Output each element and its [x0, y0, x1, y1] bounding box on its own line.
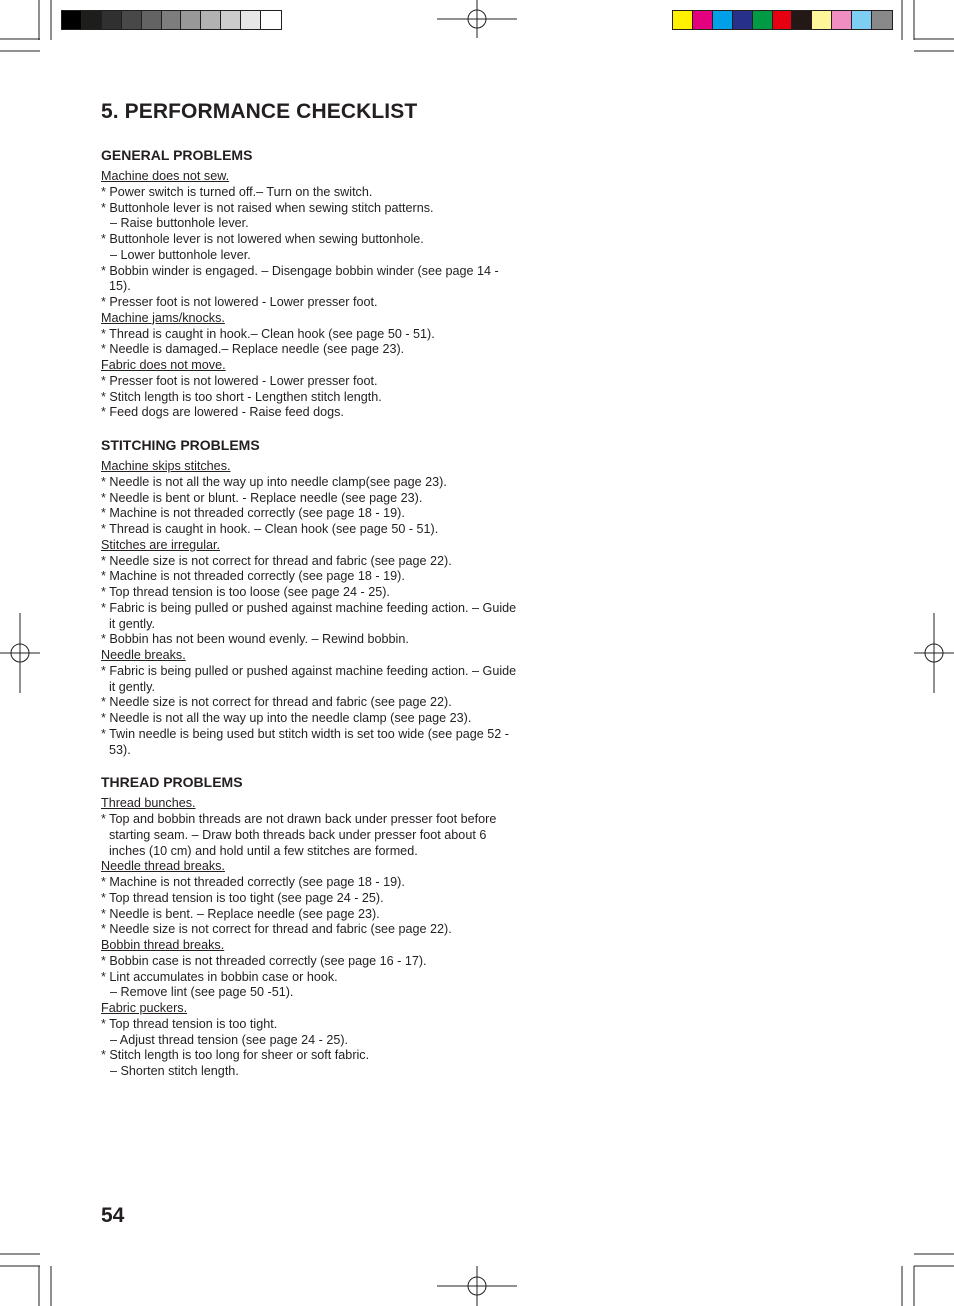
checklist-item: * Thread is caught in hook. – Clean hook (see page 50 - 51). [101, 522, 439, 536]
problem-subheading: Machine does not sew. [101, 169, 230, 183]
problem-subheading: Fabric does not move. [101, 358, 226, 372]
color-swatch [812, 11, 832, 29]
problem-subheading: Needle breaks. [101, 648, 186, 662]
checklist-item: * Buttonhole lever is not lowered when sewing buttonhole. [101, 232, 424, 246]
color-swatch [241, 11, 261, 29]
checklist-item: * Presser foot is not lowered - Lower presser foot. [101, 373, 378, 388]
section-heading: GENERAL PROBLEMS [101, 147, 253, 163]
color-swatch [832, 11, 852, 29]
checklist-item: * Fabric is being pulled or pushed against machine feeding action. – Guide it gently. [101, 663, 517, 694]
checklist-item: * Needle is not all the way up into the needle clamp (see page 23). [101, 711, 472, 725]
grayscale-calibration-bar [61, 10, 282, 30]
remedy-line: – Remove lint (see page 50 -51). [110, 985, 294, 1000]
checklist-item: * Top and bobbin threads are not drawn back under presser foot before starting seam. – Draw both threads back under presser foot about 6 inches (10 cm) and hold until a few stitches are formed. [101, 812, 497, 858]
checklist-item: * Bobbin winder is engaged. – Disengage bobbin winder (see page 14 - 15). [101, 263, 499, 294]
checklist-section [101, 437, 521, 758]
checklist-item: * Needle size is not correct for thread and fabric (see page 22). [101, 695, 452, 710]
checklist-item: * Power switch is turned off.– Turn on the switch. [101, 184, 373, 199]
color-swatch [872, 11, 892, 29]
checklist-item: * Stitch length is too long for sheer or soft fabric. [101, 1048, 370, 1063]
color-calibration-bar [672, 10, 893, 30]
color-swatch [62, 11, 82, 29]
checklist-item: * Top thread tension is too loose (see page 24 - 25). [101, 585, 390, 599]
remedy-line: – Adjust thread tension (see page 24 - 25). [110, 1032, 349, 1047]
checklist-item: * Machine is not threaded correctly (see page 18 - 19). [101, 506, 405, 521]
checklist-item: * Needle is damaged.– Replace needle (see page 23). [101, 342, 405, 357]
color-swatch [713, 11, 733, 29]
color-swatch [673, 11, 693, 29]
checklist-item: * Needle size is not correct for thread and fabric (see page 22). [101, 553, 452, 568]
checklist-item: * Bobbin case is not threaded correctly (see page 16 - 17). [101, 953, 427, 968]
checklist-item: * Top thread tension is too tight (see page 24 - 25). [101, 890, 384, 905]
problem-subheading: Bobbin thread breaks. [101, 938, 225, 952]
color-swatch [122, 11, 142, 29]
checklist-item: * Needle is not all the way up into needle clamp(see page 23). [101, 474, 447, 489]
section-heading: STITCHING PROBLEMS [101, 437, 260, 453]
color-swatch [852, 11, 872, 29]
checklist-item: * Machine is not threaded correctly (see page 18 - 19). [101, 875, 405, 889]
remedy-line: – Shorten stitch length. [110, 1064, 239, 1078]
checklist-section [101, 774, 521, 1080]
color-swatch [201, 11, 221, 29]
checklist-section [101, 147, 521, 421]
checklist-item: * Stitch length is too short - Lengthen stitch length. [101, 389, 382, 404]
checklist-item: * Needle is bent. – Replace needle (see page 23). [101, 906, 380, 921]
checklist-sections [101, 147, 521, 1080]
problem-subheading: Stitches are irregular. [101, 537, 220, 552]
problem-subheading: Thread bunches. [101, 796, 196, 811]
color-swatch [221, 11, 241, 29]
color-swatch [261, 11, 281, 29]
color-swatch [102, 11, 122, 29]
checklist-item: * Twin needle is being used but stitch width is set too wide (see page 52 - 53). [101, 726, 509, 757]
page-title: 5. PERFORMANCE CHECKLIST [101, 100, 418, 123]
checklist-item: * Presser foot is not lowered - Lower presser foot. [101, 295, 378, 309]
checklist-item: * Needle size is not correct for thread and fabric (see page 22). [101, 922, 452, 937]
checklist-item: * Buttonhole lever is not raised when sewing stitch patterns. [101, 200, 434, 215]
checklist-content [101, 100, 521, 1096]
color-swatch [773, 11, 793, 29]
color-swatch [693, 11, 713, 29]
problem-subheading: Machine skips stitches. [101, 459, 231, 473]
checklist-item: * Thread is caught in hook.– Clean hook (see page 50 - 51). [101, 326, 435, 341]
problem-subheading: Needle thread breaks. [101, 859, 225, 874]
color-swatch [162, 11, 182, 29]
checklist-item: * Lint accumulates in bobbin case or hook. [101, 969, 338, 984]
color-swatch [792, 11, 812, 29]
problem-subheading: Fabric puckers. [101, 1001, 188, 1015]
page-number: 54 [101, 1204, 125, 1227]
checklist-item: * Fabric is being pulled or pushed against machine feeding action. – Guide it gently. [101, 600, 517, 631]
remedy-line: – Raise buttonhole lever. [110, 216, 249, 231]
section-heading: THREAD PROBLEMS [101, 774, 243, 791]
problem-subheading: Machine jams/knocks. [101, 310, 225, 325]
checklist-item: * Machine is not threaded correctly (see page 18 - 19). [101, 569, 405, 584]
color-swatch [733, 11, 753, 29]
section-lines [101, 459, 521, 758]
checklist-item: * Bobbin has not been wound evenly. – Rewind bobbin. [101, 632, 409, 647]
color-swatch [181, 11, 201, 29]
checklist-item: * Top thread tension is too tight. [101, 1016, 278, 1031]
section-lines [101, 169, 521, 421]
color-swatch [753, 11, 773, 29]
color-swatch [142, 11, 162, 29]
remedy-line: – Lower buttonhole lever. [110, 247, 251, 262]
checklist-item: * Feed dogs are lowered - Raise feed dogs. [101, 405, 344, 420]
checklist-item: * Needle is bent or blunt. - Replace needle (see page 23). [101, 490, 423, 505]
section-lines [101, 796, 521, 1080]
color-swatch [82, 11, 102, 29]
